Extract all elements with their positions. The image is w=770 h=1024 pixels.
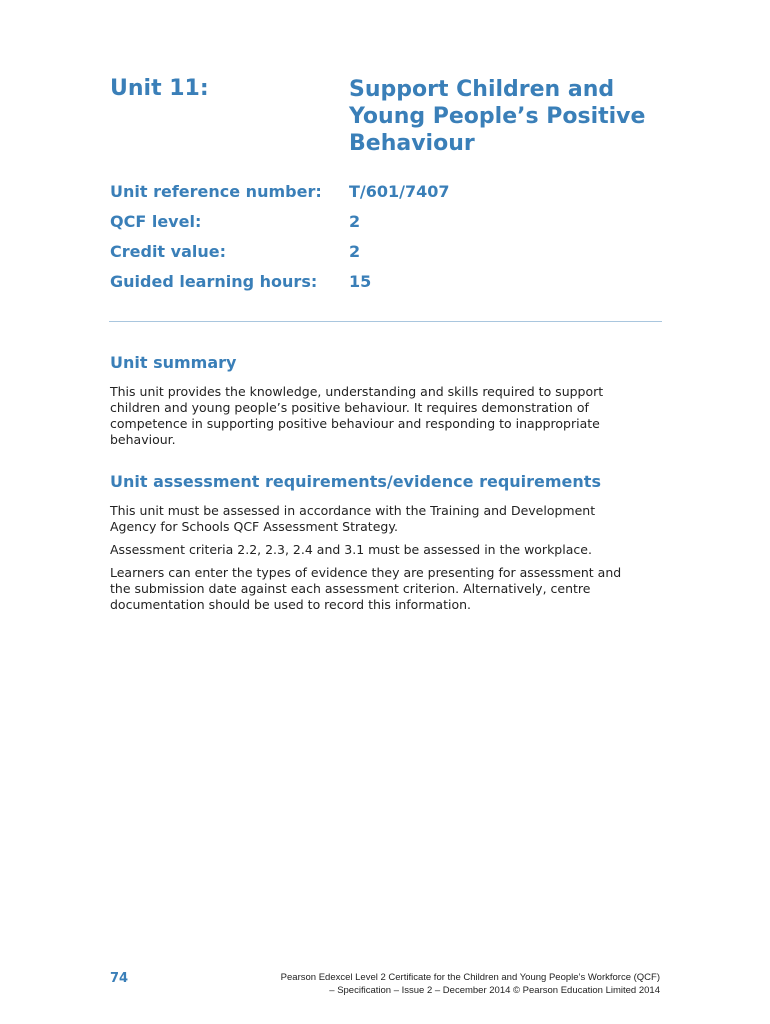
footer-issue: – Specification – Issue 2 – December 2014 © Pearson Education Limited 2014 bbox=[329, 985, 660, 996]
credit-label: Credit value: bbox=[110, 242, 226, 261]
summary-text: This unit provides the knowledge, understanding and skills required to support children and young people’s positive behaviour. It requires demonstration of competence in supporting positive behaviour and responding to inappropriate behaviour. bbox=[110, 384, 604, 447]
section-divider bbox=[109, 321, 662, 322]
credit-value: 2 bbox=[349, 242, 361, 261]
assessment-para-3: Learners can enter the types of evidence they are presenting for assessment and the submission date against each assessment criterion. Alternatively, centre documentation should be used to record this information. bbox=[110, 565, 622, 612]
assessment-para-1: This unit must be assessed in accordance with the Training and Development Agency for Schools QCF Assessment Strategy. bbox=[110, 503, 596, 534]
reference-label: Unit reference number: bbox=[110, 182, 322, 201]
assessment-heading: Unit assessment requirements/evidence requirements bbox=[110, 472, 601, 491]
unit-number: Unit 11: bbox=[110, 76, 209, 101]
unit-title: Support Children and Young People’s Positive Behaviour bbox=[349, 77, 646, 156]
qcf-value: 2 bbox=[349, 212, 361, 231]
page-number: 74 bbox=[110, 971, 129, 986]
assessment-para-2: Assessment criteria 2.2, 2.3, 2.4 and 3.1 must be assessed in the workplace. bbox=[110, 542, 592, 557]
qcf-label: QCF level: bbox=[110, 212, 202, 231]
summary-heading: Unit summary bbox=[110, 353, 237, 372]
glh-label: Guided learning hours: bbox=[110, 272, 318, 291]
glh-value: 15 bbox=[349, 272, 372, 291]
reference-value: T/601/7407 bbox=[349, 182, 450, 201]
footer-title: Pearson Edexcel Level 2 Certificate for the Children and Young People’s Workforce (QCF) bbox=[280, 972, 660, 983]
